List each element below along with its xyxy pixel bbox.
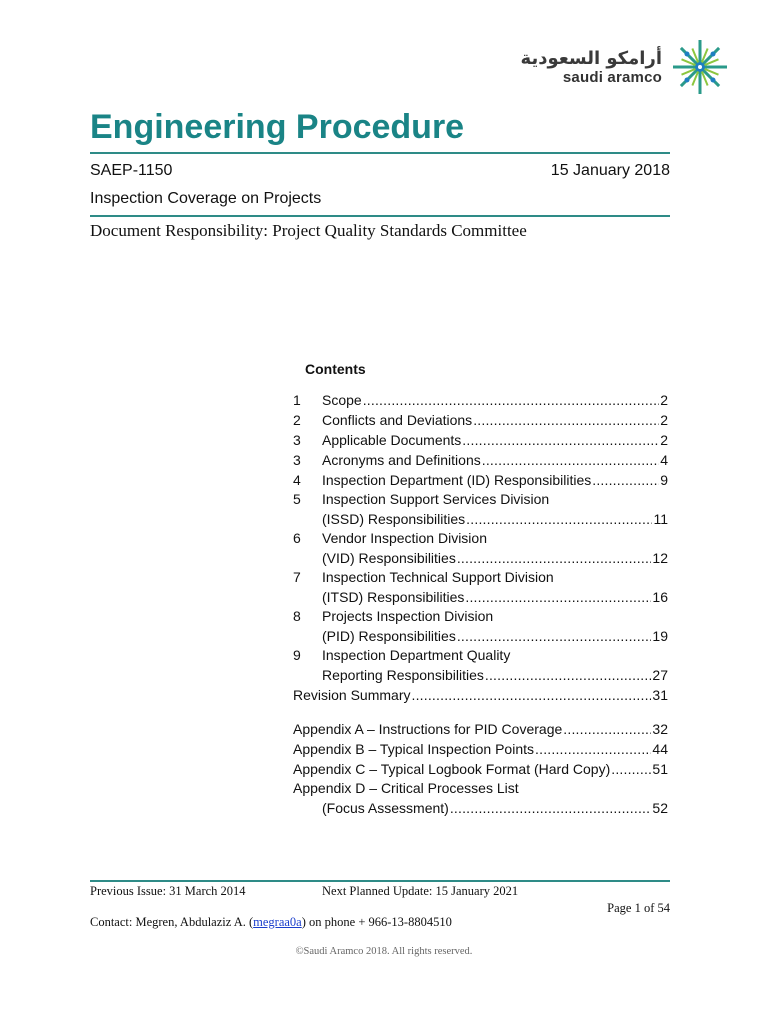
toc-entry-row bbox=[293, 798, 668, 818]
toc-leader-dots bbox=[473, 410, 659, 430]
previous-issue: Previous Issue: 31 March 2014 bbox=[90, 884, 246, 898]
toc-leader-dots bbox=[611, 759, 651, 779]
toc-entry[interactable] bbox=[293, 779, 668, 818]
toc-entry-indent bbox=[293, 626, 322, 646]
toc-entry-label: Reporting Responsibilities bbox=[322, 667, 484, 683]
toc-entry-page: 2 bbox=[660, 412, 668, 428]
toc-entry-line1 bbox=[293, 490, 668, 509]
toc-entry-line1 bbox=[293, 646, 668, 665]
toc-entry-row bbox=[293, 759, 668, 779]
toc-entry-number: 4 bbox=[293, 472, 301, 488]
toc-entry-line1 bbox=[293, 607, 668, 626]
toc-entry-label: (PID) Responsibilities bbox=[322, 628, 456, 644]
toc-entry-number: 9 bbox=[293, 647, 301, 663]
toc-entry-row bbox=[293, 410, 668, 430]
toc-entry-label: Appendix B – Typical Inspection Points bbox=[293, 741, 535, 757]
toc-entry-page: 31 bbox=[652, 687, 668, 703]
toc-entry-label: (Focus Assessment) bbox=[322, 800, 449, 816]
page-title: Engineering Procedure bbox=[90, 108, 465, 146]
toc-entry-page: 12 bbox=[652, 550, 668, 566]
toc-entry-label: Inspection Department (ID) Responsibilities bbox=[322, 472, 592, 488]
next-planned-update: Next Planned Update: 15 January 2021 bbox=[322, 884, 519, 898]
logo-english-text: saudi aramco bbox=[562, 69, 662, 86]
toc-entry[interactable] bbox=[293, 450, 668, 470]
toc-entry-indent bbox=[293, 548, 322, 568]
toc-entry-number: 7 bbox=[293, 569, 301, 585]
toc-leader-dots bbox=[465, 587, 651, 607]
toc-entry-label: Applicable Documents bbox=[322, 432, 462, 448]
toc-entry-number: 5 bbox=[293, 491, 301, 507]
toc-entry[interactable] bbox=[293, 646, 668, 685]
toc-entry-row bbox=[293, 390, 668, 410]
toc-entry-label: Scope bbox=[322, 392, 362, 408]
toc-entry-number: 3 bbox=[293, 452, 301, 468]
toc-entry[interactable] bbox=[293, 719, 668, 739]
toc-leader-dots bbox=[563, 719, 651, 739]
toc-entry-indent bbox=[293, 798, 322, 818]
toc-revision bbox=[293, 685, 668, 705]
toc-entry-page: 32 bbox=[652, 721, 668, 737]
toc-entry-row bbox=[293, 626, 668, 646]
toc-entry-page: 27 bbox=[652, 667, 668, 683]
toc-entry-title: Inspection Department Quality bbox=[322, 647, 511, 663]
toc-entry-indent bbox=[293, 587, 322, 607]
contact-email-link[interactable]: megraa0a bbox=[253, 915, 302, 929]
toc-entry-title: Vendor Inspection Division bbox=[322, 530, 487, 546]
toc-entry[interactable] bbox=[293, 739, 668, 759]
toc-entry-row bbox=[293, 548, 668, 568]
toc-entry[interactable] bbox=[293, 685, 668, 705]
toc-entry-title: Inspection Technical Support Division bbox=[322, 569, 554, 585]
toc-entry-row bbox=[293, 509, 668, 529]
toc-leader-dots bbox=[411, 685, 651, 705]
toc-entry-page: 9 bbox=[660, 472, 668, 488]
table-of-contents bbox=[293, 360, 668, 818]
logo-arabic-text: أرامكو السعودية bbox=[520, 48, 662, 69]
toc-leader-dots bbox=[457, 548, 652, 568]
contact-suffix: ) on phone + 966-13-8804510 bbox=[301, 915, 452, 929]
title-rule bbox=[90, 152, 670, 154]
toc-entry-label: Acronyms and Definitions bbox=[322, 452, 481, 468]
toc-entry-page: 2 bbox=[660, 432, 668, 448]
toc-entry-number: 3 bbox=[293, 432, 301, 448]
document-date: 15 January 2018 bbox=[550, 162, 670, 179]
toc-entry-title: Appendix D – Critical Processes List bbox=[293, 780, 519, 796]
toc-entry[interactable] bbox=[293, 390, 668, 410]
toc-leader-dots bbox=[363, 390, 660, 410]
toc-entry-number: 2 bbox=[293, 412, 301, 428]
toc-entry-label: Appendix C – Typical Logbook Format (Hard Copy) bbox=[293, 761, 611, 777]
toc-entry-number: 8 bbox=[293, 608, 301, 624]
document-number: SAEP-1150 bbox=[90, 162, 173, 179]
toc-leader-dots bbox=[485, 665, 652, 685]
toc-entry-page: 16 bbox=[652, 589, 668, 605]
toc-entry-page: 2 bbox=[660, 392, 668, 408]
toc-entry[interactable] bbox=[293, 607, 668, 646]
footer-rule bbox=[90, 880, 670, 882]
toc-entry[interactable] bbox=[293, 430, 668, 450]
toc-entry-row bbox=[293, 450, 668, 470]
toc-entry[interactable] bbox=[293, 410, 668, 430]
toc-leader-dots bbox=[450, 798, 652, 818]
toc-entry-label: Revision Summary bbox=[293, 687, 411, 703]
toc-entry-row bbox=[293, 665, 668, 685]
toc-entry-label: (VID) Responsibilities bbox=[322, 550, 456, 566]
toc-entry[interactable] bbox=[293, 490, 668, 529]
toc-entry-page: 4 bbox=[660, 452, 668, 468]
toc-appendices bbox=[293, 719, 668, 818]
toc-entry-indent bbox=[293, 665, 322, 685]
toc-entry-number: 6 bbox=[293, 530, 301, 546]
toc-entry-label: Conflicts and Deviations bbox=[322, 412, 473, 428]
toc-leader-dots bbox=[535, 739, 651, 759]
toc-entry-row bbox=[293, 739, 668, 759]
contact-prefix: Contact: Megren, Abdulaziz A. ( bbox=[90, 915, 254, 929]
toc-entry[interactable] bbox=[293, 470, 668, 490]
toc-entry[interactable] bbox=[293, 568, 668, 607]
toc-entry[interactable] bbox=[293, 759, 668, 779]
toc-entry-row bbox=[293, 719, 668, 739]
toc-entry-row bbox=[293, 685, 668, 705]
toc-entry-line1 bbox=[293, 568, 668, 587]
toc-entry-line1 bbox=[293, 529, 668, 548]
toc-entry-label: (ITSD) Responsibilities bbox=[322, 589, 465, 605]
toc-entry-line1 bbox=[293, 779, 668, 798]
document-responsibility: Document Responsibility: Project Quality Standards Committee bbox=[90, 221, 527, 240]
toc-leader-dots bbox=[466, 509, 652, 529]
toc-entry-title: Inspection Support Services Division bbox=[322, 491, 550, 507]
toc-entry-row bbox=[293, 430, 668, 450]
toc-entry-page: 11 bbox=[653, 511, 668, 527]
page-number: Page 1 of 54 bbox=[607, 901, 670, 915]
toc-heading: Contents bbox=[305, 361, 366, 377]
toc-entry-page: 44 bbox=[652, 741, 668, 757]
aramco-star-icon bbox=[672, 38, 728, 96]
toc-entry-page: 51 bbox=[652, 761, 668, 777]
toc-entry-title: Projects Inspection Division bbox=[322, 608, 494, 624]
contact-line bbox=[90, 915, 452, 930]
document-title: Inspection Coverage on Projects bbox=[90, 190, 322, 207]
toc-entry-indent bbox=[293, 509, 322, 529]
copyright-notice: ©Saudi Aramco 2018. All rights reserved. bbox=[295, 946, 473, 957]
toc-entry-label: Appendix A – Instructions for PID Coverage bbox=[293, 721, 563, 737]
toc-entries bbox=[293, 390, 668, 685]
toc-leader-dots bbox=[482, 450, 659, 470]
toc-entry-page: 19 bbox=[652, 628, 668, 644]
saudi-aramco-logo bbox=[521, 38, 728, 96]
toc-entry-row bbox=[293, 587, 668, 607]
header-rule bbox=[90, 215, 670, 217]
toc-leader-dots bbox=[457, 626, 652, 646]
toc-leader-dots bbox=[462, 430, 659, 450]
toc-entry-page: 52 bbox=[652, 800, 668, 816]
toc-leader-dots bbox=[592, 470, 659, 490]
toc-entry[interactable] bbox=[293, 529, 668, 568]
toc-entry-label: (ISSD) Responsibilities bbox=[322, 511, 466, 527]
toc-entry-row bbox=[293, 470, 668, 490]
toc-entry-number: 1 bbox=[293, 392, 301, 408]
